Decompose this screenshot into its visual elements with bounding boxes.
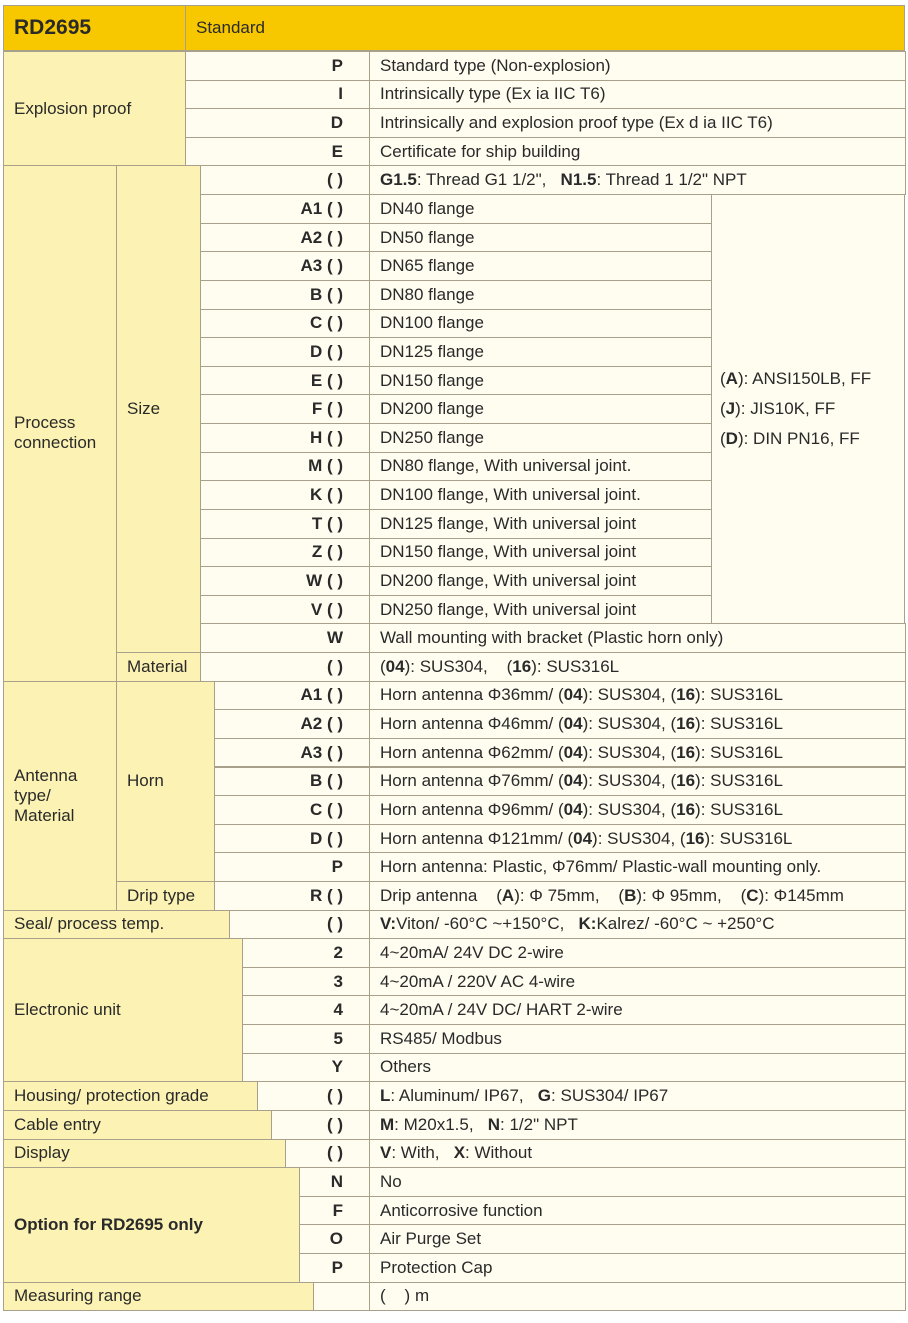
- option-code: B ( ): [214, 767, 370, 797]
- flange-note-line: (J): JIS10K, FF: [720, 399, 836, 419]
- option-code: P: [299, 1253, 370, 1283]
- option-description: DN150 flange, With universal joint: [369, 538, 712, 568]
- option-description: Intrinsically and explosion proof type (Ex d ia IIC T6): [369, 108, 906, 138]
- option-description: DN125 flange: [369, 337, 712, 367]
- option-description: Certificate for ship building: [369, 137, 906, 167]
- option-code: C ( ): [200, 309, 370, 339]
- option-description: DN65 flange: [369, 251, 712, 281]
- option-description: Intrinsically type (Ex ia IIC T6): [369, 80, 906, 110]
- group-label: Cable entry: [3, 1110, 272, 1140]
- option-description: L : Aluminum/ IP67, G : SUS304/ IP67: [369, 1081, 906, 1111]
- flange-standard-notes: [711, 194, 905, 624]
- option-description: 4~20mA/ 24V DC 2-wire: [369, 938, 906, 968]
- option-code: O: [299, 1224, 370, 1254]
- option-code: A2 ( ): [200, 223, 370, 253]
- option-code: V ( ): [200, 595, 370, 625]
- option-description: Horn antenna: Plastic, Φ76mm/ Plastic-wall mounting only.: [369, 852, 906, 882]
- flange-note-line: (D): DIN PN16, FF: [720, 429, 860, 449]
- option-code: 5: [242, 1024, 370, 1054]
- option-code: ( ): [285, 1139, 370, 1169]
- option-code: N: [299, 1167, 370, 1197]
- option-code: A1 ( ): [214, 681, 370, 711]
- option-description: V: Viton/ -60°C ~+150°C, K: Kalrez/ -60°C ~ +250°C: [369, 910, 906, 940]
- option-description: M : M20x1.5, N : 1/2" NPT: [369, 1110, 906, 1140]
- option-code: F: [299, 1196, 370, 1226]
- option-code: A3 ( ): [214, 738, 370, 768]
- option-code: ( ): [200, 165, 370, 195]
- option-code: W ( ): [200, 566, 370, 596]
- option-code: C ( ): [214, 795, 370, 825]
- option-description: Anticorrosive function: [369, 1196, 906, 1226]
- option-code: M ( ): [200, 452, 370, 482]
- option-description: DN40 flange: [369, 194, 712, 224]
- option-code: A2 ( ): [214, 709, 370, 739]
- option-description: Horn antenna Φ36mm/ ( 04 ): SUS304, ( 16 ): SUS316L: [369, 681, 906, 711]
- option-code: D: [185, 108, 370, 138]
- group-label: Display: [3, 1139, 286, 1169]
- option-description: DN100 flange: [369, 309, 712, 339]
- option-code: 3: [242, 967, 370, 997]
- group-label: Antenna type/ Material: [3, 681, 117, 911]
- option-code: [313, 1282, 370, 1312]
- group-label: Explosion proof: [3, 51, 186, 166]
- option-code: 2: [242, 938, 370, 968]
- option-code: ( ): [200, 652, 370, 682]
- option-description: RS485/ Modbus: [369, 1024, 906, 1054]
- option-description: Horn antenna Φ96mm/ ( 04 ): SUS304, ( 16 ): SUS316L: [369, 795, 906, 825]
- option-description: Horn antenna Φ121mm/ ( 04 ): SUS304, ( 16 ): SUS316L: [369, 824, 906, 854]
- option-code: E: [185, 137, 370, 167]
- option-code: 4: [242, 995, 370, 1025]
- option-code: I: [185, 80, 370, 110]
- option-description: DN200 flange, With universal joint: [369, 566, 712, 596]
- option-code: A1 ( ): [200, 194, 370, 224]
- option-code: E ( ): [200, 366, 370, 396]
- option-code: H ( ): [200, 423, 370, 453]
- option-code: T ( ): [200, 509, 370, 539]
- option-description: Standard type (Non-explosion): [369, 51, 906, 81]
- option-description: DN80 flange: [369, 280, 712, 310]
- subgroup-label: Drip type: [116, 881, 215, 911]
- option-code: F ( ): [200, 394, 370, 424]
- option-description: Horn antenna Φ62mm/ ( 04 ): SUS304, ( 16 ): SUS316L: [369, 738, 906, 768]
- option-code: Y: [242, 1053, 370, 1083]
- subgroup-label: Size: [116, 165, 201, 653]
- option-description: DN250 flange, With universal joint: [369, 595, 712, 625]
- option-description: Horn antenna Φ46mm/ ( 04 ): SUS304, ( 16 ): SUS316L: [369, 709, 906, 739]
- option-description: DN100 flange, With universal joint.: [369, 480, 712, 510]
- option-description: Others: [369, 1053, 906, 1083]
- option-description: DN250 flange: [369, 423, 712, 453]
- option-description: Air Purge Set: [369, 1224, 906, 1254]
- subgroup-label: Horn: [116, 681, 215, 882]
- option-description: Horn antenna Φ76mm/ ( 04 ): SUS304, ( 16 ): SUS316L: [369, 767, 906, 797]
- group-label: Measuring range: [3, 1282, 314, 1312]
- option-description: DN50 flange: [369, 223, 712, 253]
- option-description: ( 04 ): SUS304, ( 16 ): SUS316L: [369, 652, 906, 682]
- option-description: DN150 flange: [369, 366, 712, 396]
- option-code: ( ): [229, 910, 370, 940]
- option-code: D ( ): [200, 337, 370, 367]
- option-code: Z ( ): [200, 538, 370, 568]
- option-description: Wall mounting with bracket (Plastic horn only): [369, 623, 906, 653]
- option-code: K ( ): [200, 480, 370, 510]
- option-description: DN125 flange, With universal joint: [369, 509, 712, 539]
- option-code: B ( ): [200, 280, 370, 310]
- option-description: DN200 flange: [369, 394, 712, 424]
- option-code: R ( ): [214, 881, 370, 911]
- group-label: Electronic unit: [3, 938, 243, 1082]
- option-code: P: [214, 852, 370, 882]
- option-description: Protection Cap: [369, 1253, 906, 1283]
- option-description: G1.5 : Thread G1 1/2", N1.5 : Thread 1 1/2" NPT: [369, 165, 906, 195]
- option-code: W: [200, 623, 370, 653]
- option-description: V : With, X : Without: [369, 1139, 906, 1169]
- option-code: ( ): [257, 1081, 370, 1111]
- option-description: ( ) m: [369, 1282, 906, 1312]
- option-code: A3 ( ): [200, 251, 370, 281]
- header-title: Standard: [185, 5, 905, 51]
- option-code: ( ): [271, 1110, 370, 1140]
- option-description: Drip antenna ( A ): Φ 75mm, ( B ): Φ 95mm, ( C ): Φ145mm: [369, 881, 906, 911]
- flange-note-line: (A): ANSI150LB, FF: [720, 369, 872, 389]
- option-description: DN80 flange, With universal joint.: [369, 452, 712, 482]
- option-code: D ( ): [214, 824, 370, 854]
- option-description: 4~20mA / 24V DC/ HART 2-wire: [369, 995, 906, 1025]
- option-code: P: [185, 51, 370, 81]
- header-model: RD2695: [3, 5, 186, 51]
- subgroup-label: Material: [116, 652, 201, 682]
- group-label: Option for RD2695 only: [3, 1167, 300, 1282]
- group-label: Seal/ process temp.: [3, 910, 230, 940]
- option-description: No: [369, 1167, 906, 1197]
- group-label: Housing/ protection grade: [3, 1081, 258, 1111]
- group-label: Process connection: [3, 165, 117, 681]
- option-description: 4~20mA / 220V AC 4-wire: [369, 967, 906, 997]
